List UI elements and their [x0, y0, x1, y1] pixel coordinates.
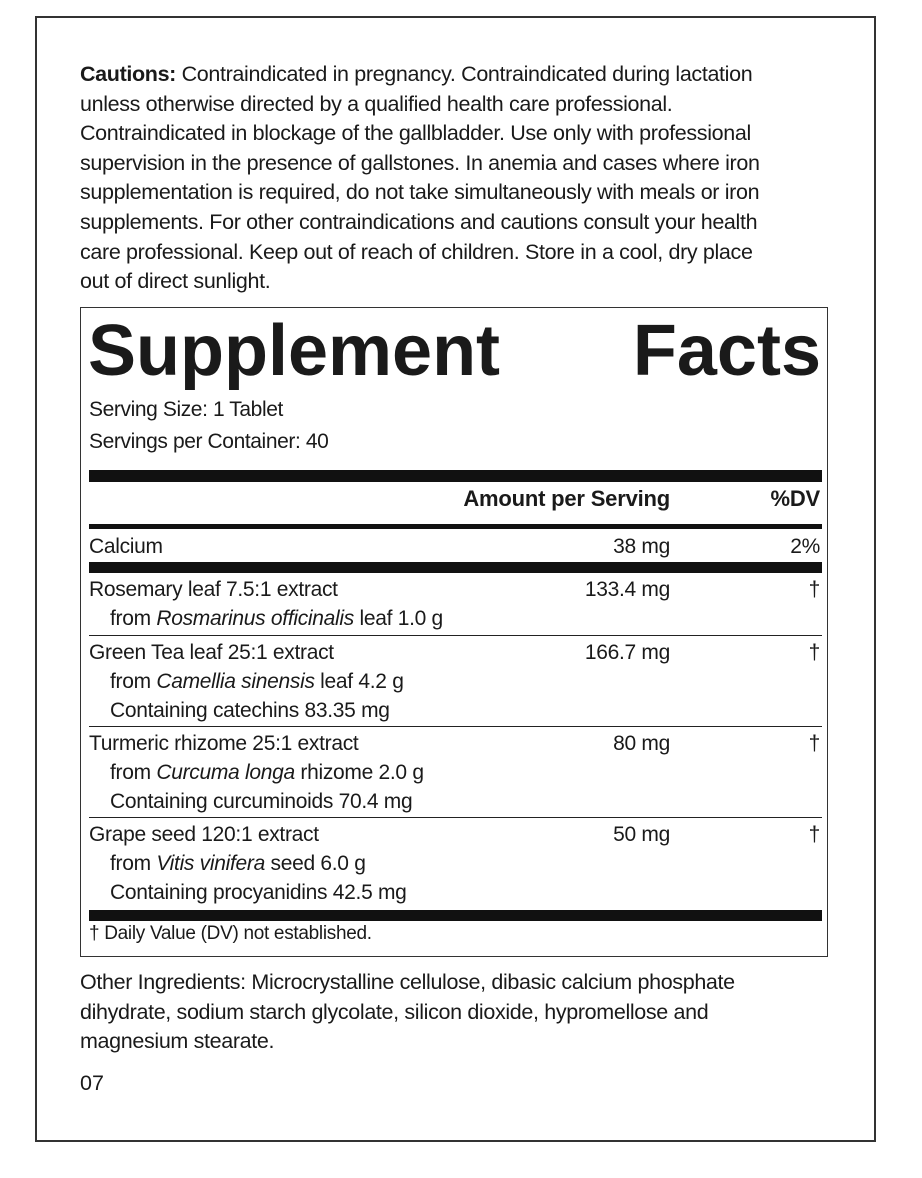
ingredient-amount: 50 mg: [613, 823, 670, 846]
cautions-line: unless otherwise directed by a qualified health care professional.: [80, 91, 673, 116]
row-divider: [89, 635, 822, 636]
ingredient-source: from Curcuma longa rhizome 2.0 g: [110, 761, 424, 784]
ingredient-containing: Containing curcuminoids 70.4 mg: [110, 790, 413, 813]
ingredient-source: from Rosmarinus officinalis leaf 1.0 g: [110, 607, 443, 630]
ingredient-row: [89, 575, 822, 633]
cautions-paragraph: [80, 60, 840, 297]
ingredient-dv: †: [808, 823, 820, 846]
header-percent-dv: %DV: [770, 486, 820, 511]
thick-rule: [89, 562, 822, 573]
row-divider: [89, 726, 822, 727]
other-ingredients-line: dihydrate, sodium starch glycolate, silicon dioxide, hypromellose and: [80, 999, 709, 1024]
lot-code: 07: [80, 1071, 104, 1095]
nutrient-dv: 2%: [790, 535, 820, 558]
other-ingredients: [80, 968, 840, 1057]
ingredient-name: Turmeric rhizome 25:1 extract: [89, 732, 359, 755]
ingredient-dv: †: [808, 732, 820, 755]
other-ingredients-line: Other Ingredients: Microcrystalline cellulose, dibasic calcium phosphate: [80, 970, 735, 994]
supplement-facts-panel: [80, 307, 828, 957]
ingredient-name: Rosemary leaf 7.5:1 extract: [89, 578, 338, 601]
cautions-line: supplementation is required, do not take simultaneously with meals or iron: [80, 180, 760, 205]
servings-per-container: Servings per Container: 40: [89, 430, 329, 453]
cautions-line: out of direct sunlight.: [80, 269, 271, 294]
ingredient-name: Grape seed 120:1 extract: [89, 823, 319, 846]
ingredient-name: Green Tea leaf 25:1 extract: [89, 641, 334, 664]
ingredient-source: from Camellia sinensis leaf 4.2 g: [110, 670, 404, 693]
ingredient-row: [89, 820, 822, 907]
nutrient-name: Calcium: [89, 535, 163, 558]
header-amount-per-serving: Amount per Serving: [463, 486, 670, 511]
ingredient-dv: †: [808, 641, 820, 664]
ingredient-row: [89, 729, 822, 816]
ingredient-amount: 166.7 mg: [584, 641, 670, 664]
thick-rule: [89, 470, 822, 482]
ingredient-source: from Vitis vinifera seed 6.0 g: [110, 852, 366, 875]
facts-title-word: Supplement: [88, 311, 501, 391]
row-divider: [89, 817, 822, 818]
thick-rule: [89, 910, 822, 921]
ingredient-containing: Containing catechins 83.35 mg: [110, 699, 390, 722]
facts-title-word: Facts: [632, 311, 821, 391]
cautions-heading: Cautions:: [80, 62, 176, 86]
other-ingredients-line: magnesium stearate.: [80, 1029, 275, 1054]
dv-footnote: † Daily Value (DV) not established.: [89, 923, 372, 944]
cautions-line: supplements. For other contraindications and cautions consult your health: [80, 209, 758, 234]
cautions-line: care professional. Keep out of reach of children. Store in a cool, dry place: [80, 239, 753, 264]
ingredient-amount: 133.4 mg: [584, 578, 670, 601]
medium-rule: [89, 524, 822, 529]
ingredient-dv: †: [808, 578, 820, 601]
nutrient-row-calcium: [89, 532, 822, 561]
ingredient-amount: 80 mg: [613, 732, 670, 755]
serving-size: Serving Size: 1 Tablet: [89, 398, 283, 421]
nutrient-amount: 38 mg: [613, 535, 670, 558]
cautions-line: Contraindicated in pregnancy. Contraindicated during lactation: [175, 62, 753, 86]
ingredient-row: [89, 638, 822, 725]
cautions-line: Contraindicated in blockage of the gallbladder. Use only with professional: [80, 121, 751, 146]
ingredient-containing: Containing procyanidins 42.5 mg: [110, 881, 407, 904]
cautions-line: supervision in the presence of gallstones. In anemia and cases where iron: [80, 150, 760, 175]
facts-title: [88, 312, 821, 390]
